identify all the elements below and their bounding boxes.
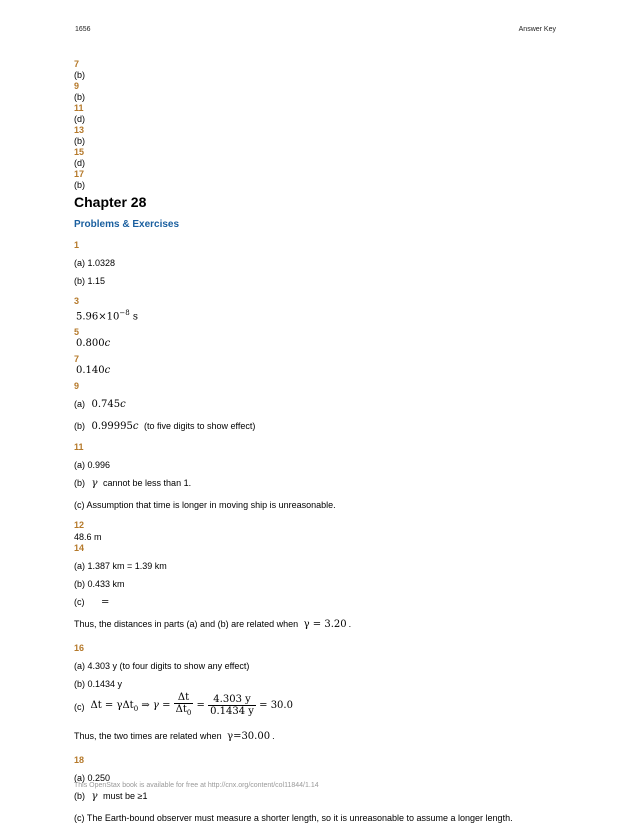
p7-c-symbol: c [104,365,111,377]
p16-gamma-value: γ=30.00 [227,731,271,743]
answer-text: (b) [74,180,85,190]
p3-answer [76,307,556,323]
p12-answer: 48.6 m [74,532,102,543]
p9-a-value: 0.745 [91,399,121,411]
answer-number[interactable]: 17 [74,169,85,179]
answer-key-content [74,59,556,824]
p1-answer-b: (b) 1.15 [74,276,106,286]
p9-b-value: 0.99995 [91,421,133,433]
p3-unit: s [129,311,139,323]
p16-frac2-den: 0.1434 y [210,706,254,718]
answer-text: (d) [74,114,85,124]
problem-number-9[interactable]: 9 [74,381,80,392]
footer-attribution: This OpenStax book is available for free at http://cnx.org/content/col11844/1.14 [74,782,319,789]
p14-c-label: (c) [74,597,85,608]
answer-text: (d) [74,158,85,168]
answer-text: (b) [74,70,85,80]
p7-value: 0.140 [76,365,105,377]
p18-gamma-symbol: γ [91,791,98,803]
p14-answer-b: (b) 0.433 km [74,579,125,590]
p16-period: . [272,731,275,742]
p11-b-text: cannot be less than 1. [103,478,192,489]
p14-c-equals: = [101,597,110,609]
p16-frac1-den-sub: 0 [186,709,192,718]
p18-answer-b [74,790,556,803]
problem-number-16[interactable]: 16 [74,643,85,654]
problem-number-12[interactable]: 12 [74,520,85,531]
p9-a-c-symbol: c [120,399,126,411]
answer-text: (b) [74,136,85,146]
section-title: Problems & Exercises [74,219,180,230]
p9-a-label: (a) [74,399,85,410]
p11-answer-b [74,477,556,490]
p16-conclusion [74,730,556,743]
answer-number[interactable]: 11 [74,103,84,113]
p14-conclusion [74,618,556,631]
page-number: 1656 [75,26,91,33]
p16-implies: ⇒ [138,700,153,712]
p9-answer-a [74,398,556,411]
p16-eq-sub: 0 [133,705,139,714]
p5-answer [76,338,556,350]
p16-thus-text: Thus, the two times are related when [74,731,222,742]
p3-mantissa: 5.96×10 [76,311,120,323]
problem-number-7[interactable]: 7 [74,354,80,365]
p16-equation [91,692,293,721]
problem-number-11[interactable]: 11 [74,442,84,453]
answer-number[interactable]: 7 [74,59,80,69]
p14-period: . [348,619,352,630]
p14-thus-text: Thus, the distances in parts (a) and (b) are related when [74,619,299,630]
p16-eq-lhs: Δt = γΔt [90,700,134,712]
p16-answer-a: (a) 4.303 y (to four digits to show any effect) [74,661,250,672]
p9-b-note: (to five digits to show effect) [144,421,256,432]
p16-answer-b: (b) 0.1434 y [74,679,123,690]
p16-frac1-den: Δt [175,704,187,716]
problem-number-3[interactable]: 3 [74,296,80,306]
p11-answer-c: (c) Assumption that time is longer in moving ship is unreasonable. [74,500,336,511]
p16-frac2-num: 4.303 y [208,694,256,706]
p16-eq-sign-2: = [193,700,209,712]
p11-gamma-symbol: γ [91,478,98,490]
chapter-title: Chapter 28 [74,194,147,210]
p16-result: = 30.0 [255,700,293,712]
p11-answer-a: (a) 0.996 [74,460,111,471]
p16-frac1-num: Δt [174,692,194,704]
p16-answer-c [74,692,556,721]
p11-b-label: (b) [74,478,85,489]
p16-fraction-values [208,694,256,717]
p14-gamma-value: γ = 3.20 [303,619,347,631]
p14-answer-a: (a) 1.387 km = 1.39 km [74,561,167,572]
p18-b-label: (b) [74,791,85,802]
p7-answer [76,365,556,377]
p9-b-c-symbol: c [132,421,139,433]
p9-b-label: (b) [74,421,85,432]
answer-number[interactable]: 13 [74,125,85,135]
p16-fraction-delta [174,692,194,719]
p18-b-text: must be ≥1 [103,791,148,802]
problem-number-5[interactable]: 5 [74,327,80,338]
p16-c-label: (c) [74,701,85,712]
p5-value: 0.800 [76,338,105,350]
running-title: Answer Key [518,26,556,33]
p16-eq-sign-1: = [158,700,174,712]
p18-answer-a: (a) 0.250 [74,773,111,784]
answer-text: (b) [74,92,85,102]
answer-number[interactable]: 9 [74,81,80,91]
answer-number[interactable]: 15 [74,147,85,157]
top-answer-list [74,59,556,191]
problem-number-14[interactable]: 14 [74,543,85,554]
p14-answer-c [74,596,556,609]
problem-number-18[interactable]: 18 [74,755,85,766]
p16-gamma: γ [152,700,159,712]
p18-answer-c: (c) The Earth-bound observer must measure a shorter length, so it is unreasonable to assume a longer length. [74,813,513,824]
p1-answer-a: (a) 1.0328 [74,258,116,268]
p5-c-symbol: c [104,338,111,350]
p9-answer-b [74,420,556,433]
problem-number-1[interactable]: 1 [74,240,80,250]
p3-exponent: −8 [119,309,130,317]
